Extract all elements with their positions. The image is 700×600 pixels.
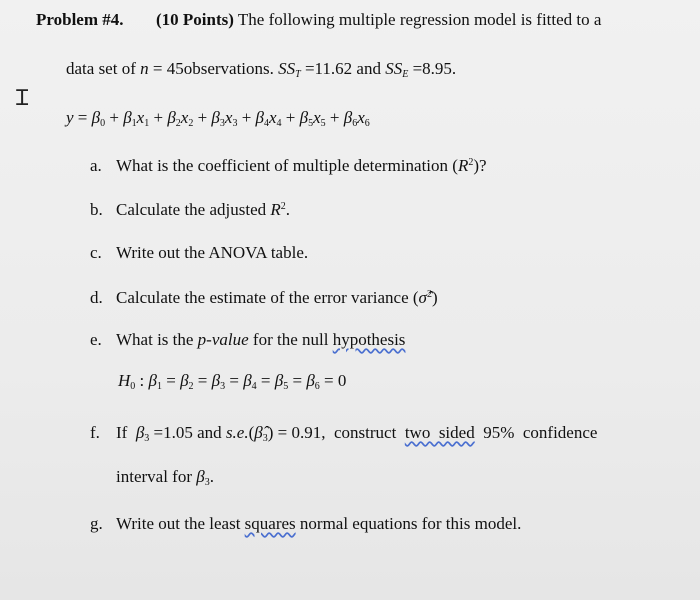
question-d: d. Calculate the estimate of the error variance (σ̂$^2$) bbox=[90, 288, 438, 307]
question-a: a. What is the coefficient of multiple determination $(R^2)$? bbox=[90, 156, 487, 175]
regression-model: $y = \beta_0 + \beta_1x_1 + \beta_2x_2 + \beta_3x_3 + \beta_4x_4 + \beta_5x_5 + \beta_6x_6$ bbox=[66, 108, 370, 129]
data-line: data set of n = 45observations. $SS_T =11.62$ and $SS_E =8.95$. bbox=[66, 59, 457, 80]
question-b: b. Calculate the adjusted $R^2$. bbox=[90, 200, 291, 219]
problem-header bbox=[36, 10, 601, 30]
question-f: f. If $\beta_3 =1.05$ and $s.e.(\betâ_3) = 0.91$, construct two sided 95% confidence bbox=[90, 423, 598, 444]
question-e: e. What is the p-value for the null hypothesis bbox=[90, 330, 406, 349]
question-c: c. Write out the ANOVA table. bbox=[90, 243, 309, 262]
text-cursor-icon: Ɪ bbox=[16, 86, 29, 111]
null-hypothesis: $H_0$ : $\beta_1 = \beta_2 = \beta_3 = \beta_4 = \beta_5 = \beta_6 = 0$ bbox=[118, 371, 347, 392]
problem-label: Problem #4. bbox=[36, 10, 124, 29]
problem-intro: The following multiple regression model is fitted to a bbox=[237, 10, 602, 29]
question-f-continued: interval for $\beta_3$. bbox=[116, 467, 214, 488]
question-g: g. Write out the least squares normal equations for this model. bbox=[90, 514, 522, 533]
problem-points: (10 Points) bbox=[156, 10, 234, 29]
